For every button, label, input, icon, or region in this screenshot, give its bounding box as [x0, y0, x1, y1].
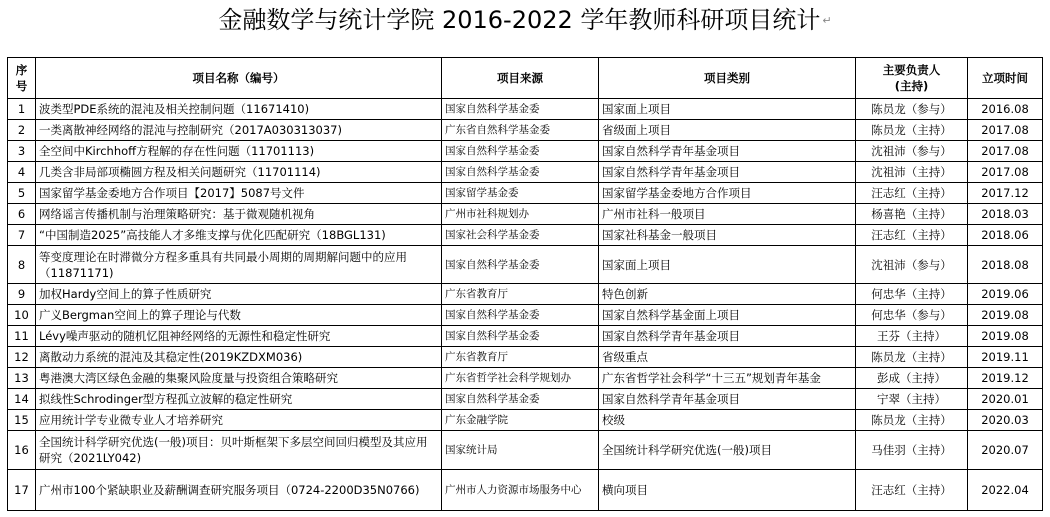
cell-name: 广义Bergman空间上的算子理论与代数	[36, 305, 442, 326]
cell-no: 2	[8, 120, 36, 141]
cell-no: 4	[8, 162, 36, 183]
cell-leader: 彭成（主持）	[856, 368, 968, 389]
cell-category: 国家面上项目	[599, 99, 856, 120]
cell-source: 国家自然科学基金委	[442, 305, 599, 326]
cell-no: 9	[8, 284, 36, 305]
cell-date: 2020.07	[968, 431, 1043, 470]
cell-category: 国家自然科学基金面上项目	[599, 305, 856, 326]
cell-leader: 陈员龙（主持）	[856, 347, 968, 368]
table-row	[8, 246, 1043, 284]
cell-source: 国家自然科学基金委	[442, 246, 599, 284]
cell-source: 国家社会科学基金委	[442, 225, 599, 246]
table-row	[8, 470, 1043, 511]
cell-category: 国家自然科学青年基金项目	[599, 326, 856, 347]
cell-date: 2017.12	[968, 183, 1043, 204]
cell-category: 国家自然科学青年基金项目	[599, 141, 856, 162]
cell-date: 2016.08	[968, 99, 1043, 120]
cell-leader: 汪志红（主持）	[856, 183, 968, 204]
cell-source: 国家自然科学基金委	[442, 389, 599, 410]
cell-name: 波类型PDE系统的混沌及相关控制问题（11671410)	[36, 99, 442, 120]
cell-name: 一类离散神经网络的混沌与控制研究（2017A030313037)	[36, 120, 442, 141]
cell-name: 应用统计学专业微专业人才培养研究	[36, 410, 442, 431]
cell-date: 2017.08	[968, 162, 1043, 183]
header-leader	[856, 58, 968, 99]
header-no: 序号	[8, 58, 36, 99]
table-row	[8, 183, 1043, 204]
cell-date: 2018.03	[968, 204, 1043, 225]
cell-date: 2017.08	[968, 141, 1043, 162]
cell-category: 校级	[599, 410, 856, 431]
cell-name: “中国制造2025”高技能人才多维支撑与优化匹配研究（18BGL131)	[36, 225, 442, 246]
paragraph-mark-icon: ↵	[822, 14, 832, 27]
cell-no: 17	[8, 470, 36, 511]
table-header-row	[8, 58, 1043, 99]
cell-no: 16	[8, 431, 36, 470]
cell-name: 广州市100个紧缺职业及薪酬调查研究服务项目（0724-2200D35N0766)	[36, 470, 442, 511]
header-source: 项目来源	[442, 58, 599, 99]
header-leader-line2: (主持)	[894, 79, 929, 93]
cell-category: 国家留学基金委地方合作项目	[599, 183, 856, 204]
cell-leader: 沈祖沛（参与）	[856, 246, 968, 284]
cell-source: 国家自然科学基金委	[442, 326, 599, 347]
cell-leader: 汪志红（主持）	[856, 470, 968, 511]
cell-source: 国家留学基金委	[442, 183, 599, 204]
cell-date: 2017.08	[968, 120, 1043, 141]
table-row	[8, 141, 1043, 162]
header-name: 项目名称（编号）	[36, 58, 442, 99]
cell-category: 国家自然科学青年基金项目	[599, 162, 856, 183]
cell-leader: 宁翠（主持）	[856, 389, 968, 410]
table-row	[8, 326, 1043, 347]
cell-source: 国家统计局	[442, 431, 599, 470]
cell-leader: 沈祖沛（主持）	[856, 162, 968, 183]
cell-no: 8	[8, 246, 36, 284]
cell-no: 5	[8, 183, 36, 204]
cell-source: 广州市人力资源市场服务中心	[442, 470, 599, 511]
cell-name: 加权Hardy空间上的算子性质研究	[36, 284, 442, 305]
cell-name: Lévy噪声驱动的随机忆阻神经网络的无源性和稳定性研究	[36, 326, 442, 347]
cell-leader: 杨喜艳（主持）	[856, 204, 968, 225]
cell-leader: 陈员龙（主持）	[856, 410, 968, 431]
header-date: 立项时间	[968, 58, 1043, 99]
cell-name: 网络谣言传播机制与治理策略研究：基于微观随机视角	[36, 204, 442, 225]
cell-date: 2019.08	[968, 305, 1043, 326]
cell-date: 2019.06	[968, 284, 1043, 305]
cell-name: 粤港澳大湾区绿色金融的集聚风险度量与投资组合策略研究	[36, 368, 442, 389]
project-table	[7, 57, 1043, 511]
cell-no: 1	[8, 99, 36, 120]
cell-category: 省级面上项目	[599, 120, 856, 141]
cell-date: 2018.08	[968, 246, 1043, 284]
cell-source: 广东省教育厅	[442, 347, 599, 368]
cell-name: 几类含非局部项椭圆方程及相关问题研究（11701114)	[36, 162, 442, 183]
cell-category: 广州市社科一般项目	[599, 204, 856, 225]
cell-no: 12	[8, 347, 36, 368]
cell-source: 广东金融学院	[442, 410, 599, 431]
cell-leader: 马佳羽（主持）	[856, 431, 968, 470]
cell-date: 2019.08	[968, 326, 1043, 347]
cell-category: 广东省哲学社会科学“十三五”规划青年基金	[599, 368, 856, 389]
cell-date: 2018.06	[968, 225, 1043, 246]
table-row	[8, 225, 1043, 246]
cell-date: 2022.04	[968, 470, 1043, 511]
table-row	[8, 368, 1043, 389]
table-row	[8, 431, 1043, 470]
header-leader-line1: 主要负责人	[882, 63, 941, 77]
cell-date: 2019.12	[968, 368, 1043, 389]
cell-leader: 陈员龙（参与）	[856, 99, 968, 120]
cell-source: 国家自然科学基金委	[442, 141, 599, 162]
cell-source: 广东省自然科学基金委	[442, 120, 599, 141]
cell-source: 国家自然科学基金委	[442, 162, 599, 183]
table-row	[8, 347, 1043, 368]
page-title-text: 金融数学与统计学院 2016-2022 学年教师科研项目统计	[218, 6, 821, 34]
header-category: 项目类别	[599, 58, 856, 99]
table-row	[8, 204, 1043, 225]
cell-date: 2020.03	[968, 410, 1043, 431]
cell-category: 国家自然科学青年基金项目	[599, 389, 856, 410]
cell-no: 14	[8, 389, 36, 410]
cell-date: 2019.11	[968, 347, 1043, 368]
cell-source: 国家自然科学基金委	[442, 99, 599, 120]
cell-category: 特色创新	[599, 284, 856, 305]
cell-no: 13	[8, 368, 36, 389]
cell-name: 等变度理论在时滞微分方程多重具有共同最小周期的周期解问题中的应用（11871171)	[36, 246, 442, 284]
table-row	[8, 389, 1043, 410]
cell-source: 广东省教育厅	[442, 284, 599, 305]
cell-no: 11	[8, 326, 36, 347]
cell-no: 6	[8, 204, 36, 225]
cell-leader: 汪志红（主持）	[856, 225, 968, 246]
cell-date: 2020.01	[968, 389, 1043, 410]
cell-leader: 沈祖沛（参与）	[856, 141, 968, 162]
table-row	[8, 120, 1043, 141]
cell-category: 国家社科基金一般项目	[599, 225, 856, 246]
cell-leader: 王芬（主持）	[856, 326, 968, 347]
cell-leader: 何忠华（主持）	[856, 284, 968, 305]
cell-leader: 陈员龙（主持）	[856, 120, 968, 141]
cell-no: 3	[8, 141, 36, 162]
cell-no: 7	[8, 225, 36, 246]
table-row	[8, 305, 1043, 326]
cell-name: 全空间中Kirchhoff方程解的存在性问题（11701113)	[36, 141, 442, 162]
table-row	[8, 162, 1043, 183]
cell-leader: 何忠华（参与）	[856, 305, 968, 326]
cell-name: 国家留学基金委地方合作项目【2017】5087号文件	[36, 183, 442, 204]
cell-no: 10	[8, 305, 36, 326]
table-row	[8, 99, 1043, 120]
cell-category: 横向项目	[599, 470, 856, 511]
page-title	[0, 4, 1050, 37]
cell-category: 国家面上项目	[599, 246, 856, 284]
cell-category: 全国统计科学研究优选(一般)项目	[599, 431, 856, 470]
cell-name: 全国统计科学研究优选(一般)项目：贝叶斯框架下多层空间回归模型及其应用研究（2021LY042)	[36, 431, 442, 470]
cell-source: 广州市社科规划办	[442, 204, 599, 225]
cell-category: 省级重点	[599, 347, 856, 368]
cell-source: 广东省哲学社会科学规划办	[442, 368, 599, 389]
cell-name: 离散动力系统的混沌及其稳定性(2019KZDXM036)	[36, 347, 442, 368]
table-row	[8, 410, 1043, 431]
cell-no: 15	[8, 410, 36, 431]
cell-name: 拟线性Schrodinger型方程孤立波解的稳定性研究	[36, 389, 442, 410]
table-row	[8, 284, 1043, 305]
